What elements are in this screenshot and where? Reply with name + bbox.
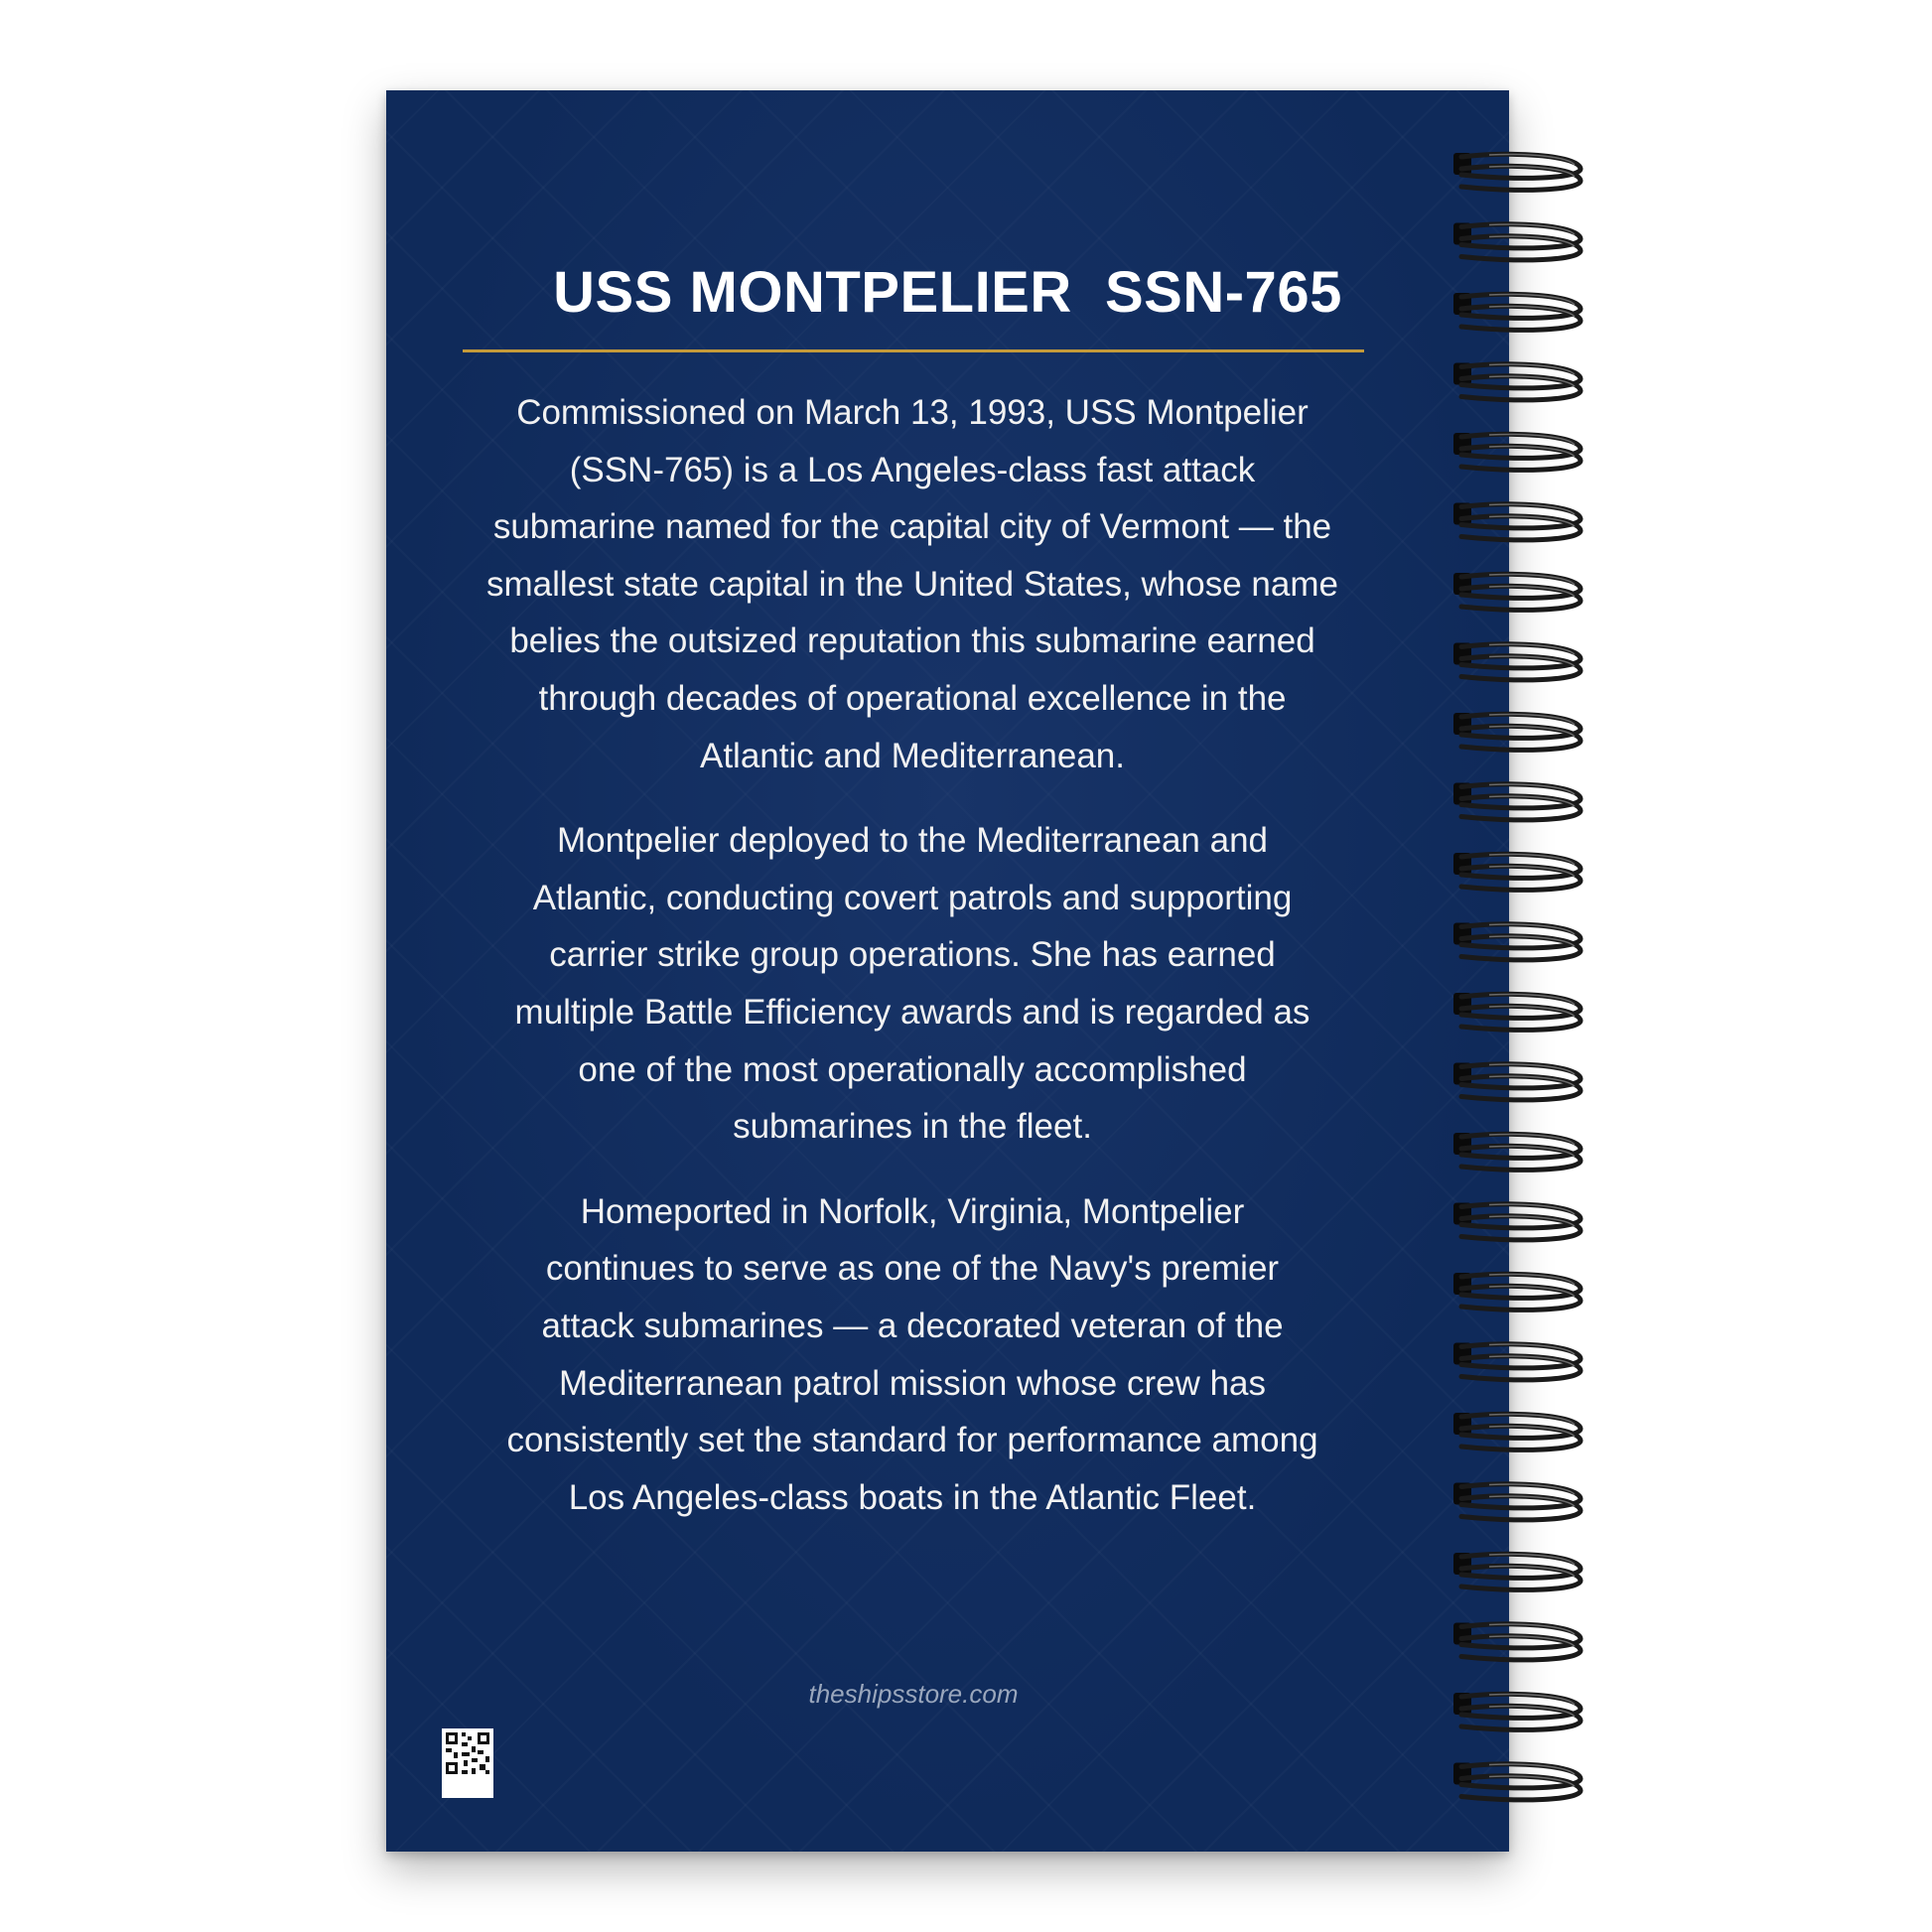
spiral-ring	[1453, 923, 1581, 960]
spiral-ring	[1453, 1273, 1581, 1310]
spiral-ring	[1453, 153, 1581, 190]
spiral-ring	[1453, 293, 1581, 330]
spiral-ring	[1453, 713, 1581, 750]
spiral-ring	[1453, 363, 1581, 400]
spiral-ring	[1453, 1413, 1581, 1449]
spiral-ring	[1453, 573, 1581, 610]
paragraph-deployment: Montpelier deployed to the Mediterranean and Atlantic, conducting covert patrols and supporting carrier strike group operations. She has earned multiple Battle Efficiency awards and is regarded as one of the most operationally accomplished submarines in the fleet.	[514, 821, 1311, 1147]
spiral-ring	[1453, 643, 1581, 680]
spiral-ring	[1453, 1203, 1581, 1240]
spiral-ring	[1453, 1483, 1581, 1520]
spiral-ring	[1453, 1063, 1581, 1100]
spiral-ring	[1453, 1763, 1581, 1800]
spiral-ring	[1453, 1133, 1581, 1170]
spiral-ring	[1453, 1693, 1581, 1729]
paragraph-commissioning: Commissioned on March 13, 1993, USS Montpelier (SSN-765) is a Los Angeles-class fast attack submarine named for the capital city of Vermont — the smallest state capital in the United States, whose name belies the outsized reputation this submarine earned through decades of operational excellence in the Atlantic and Mediterranean.	[486, 393, 1338, 775]
spiral-binding	[1449, 139, 1588, 1807]
notebook-back-cover	[386, 90, 1509, 1852]
spiral-ring	[1453, 503, 1581, 540]
store-url: theshipsstore.com	[808, 1679, 1019, 1709]
spiral-ring	[1453, 993, 1581, 1030]
page-title: USS MONTPELIER SSN-765	[553, 260, 1342, 325]
spiral-ring	[1453, 1553, 1581, 1589]
spiral-ring	[1453, 223, 1581, 260]
gold-divider	[463, 349, 1364, 352]
spiral-ring	[1453, 1623, 1581, 1660]
paragraph-homeport: Homeported in Norfolk, Virginia, Montpelier continues to serve as one of the Navy's premier attack submarines — a decorated veteran of the Mediterranean patrol mission whose crew has consistently set the standard for performance among Los Angeles-class boats in the Atlantic Fleet.	[506, 1191, 1318, 1517]
description-text	[471, 384, 1354, 1554]
spiral-ring	[1453, 783, 1581, 820]
qr-code-icon	[442, 1728, 493, 1798]
spiral-ring	[1453, 433, 1581, 470]
spiral-ring	[1453, 1343, 1581, 1380]
spiral-ring	[1453, 853, 1581, 890]
